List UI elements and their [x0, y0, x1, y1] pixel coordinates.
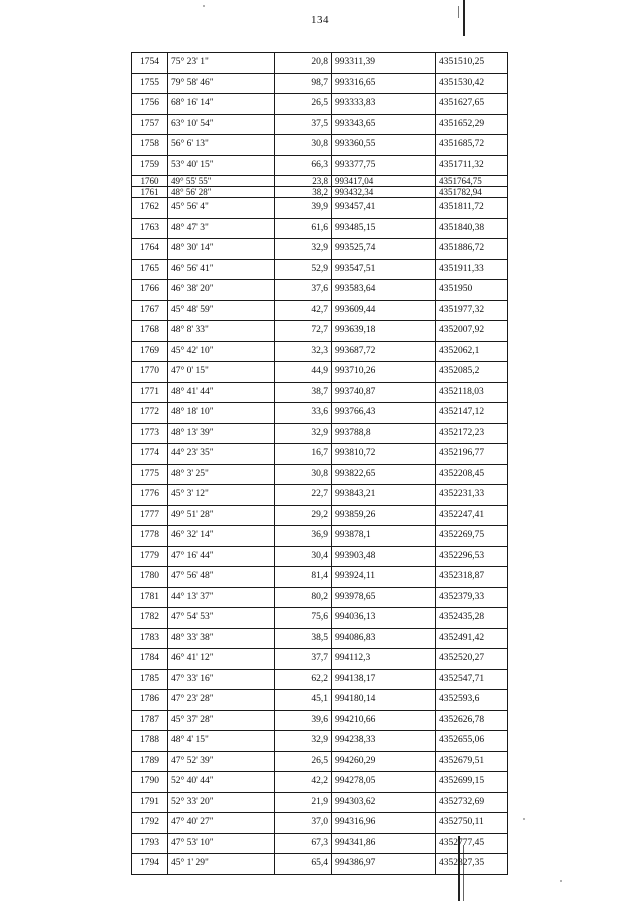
y-coordinate-cell: 4352593,6 [436, 690, 508, 711]
y-coordinate-cell: 4352118,03 [436, 382, 508, 403]
table-row [132, 628, 508, 649]
x-coordinate-cell: 993377,75 [332, 155, 436, 176]
y-coordinate-cell: 4352435,28 [436, 608, 508, 629]
distance-cell: 26,5 [275, 751, 332, 772]
x-coordinate-cell: 993609,44 [332, 300, 436, 321]
distance-cell: 39,6 [275, 710, 332, 731]
point-number-cell: 1782 [132, 608, 168, 629]
y-coordinate-cell: 4351811,72 [436, 198, 508, 219]
distance-cell: 52,9 [275, 259, 332, 280]
x-coordinate-cell: 993788,8 [332, 423, 436, 444]
direction-angle-cell: 63° 10' 54" [168, 114, 275, 135]
y-coordinate-cell: 4351530,42 [436, 73, 508, 94]
direction-angle-cell: 52° 33' 20" [168, 792, 275, 813]
x-coordinate-cell: 993547,51 [332, 259, 436, 280]
x-coordinate-cell: 993360,55 [332, 135, 436, 156]
x-coordinate-cell: 994180,14 [332, 690, 436, 711]
distance-cell: 37,6 [275, 280, 332, 301]
x-coordinate-cell: 993343,65 [332, 114, 436, 135]
point-number-cell: 1773 [132, 423, 168, 444]
y-coordinate-cell: 4352750,11 [436, 813, 508, 834]
distance-cell: 26,5 [275, 94, 332, 115]
x-coordinate-cell: 994278,05 [332, 772, 436, 793]
point-number-cell: 1772 [132, 403, 168, 424]
distance-cell: 36,9 [275, 526, 332, 547]
y-coordinate-cell: 4351685,72 [436, 135, 508, 156]
table-row [132, 669, 508, 690]
x-coordinate-cell: 993687,72 [332, 341, 436, 362]
x-coordinate-cell: 993843,21 [332, 485, 436, 506]
coordinates-table [131, 52, 508, 875]
x-coordinate-cell: 993457,41 [332, 198, 436, 219]
x-coordinate-cell: 993417,04 [332, 176, 436, 187]
x-coordinate-cell: 993924,11 [332, 567, 436, 588]
table-row [132, 444, 508, 465]
x-coordinate-cell: 993333,83 [332, 94, 436, 115]
x-coordinate-cell: 993766,43 [332, 403, 436, 424]
table-row [132, 772, 508, 793]
distance-cell: 81,4 [275, 567, 332, 588]
point-number-cell: 1757 [132, 114, 168, 135]
y-coordinate-cell: 4352208,45 [436, 464, 508, 485]
table-row [132, 362, 508, 383]
y-coordinate-cell: 4352085,2 [436, 362, 508, 383]
distance-cell: 67,3 [275, 833, 332, 854]
point-number-cell: 1784 [132, 649, 168, 670]
point-number-cell: 1776 [132, 485, 168, 506]
direction-angle-cell: 45° 3' 12" [168, 485, 275, 506]
direction-angle-cell: 75° 23' 1" [168, 53, 275, 74]
table-row [132, 218, 508, 239]
table-row [132, 382, 508, 403]
direction-angle-cell: 48° 18' 10" [168, 403, 275, 424]
direction-angle-cell: 45° 37' 28" [168, 710, 275, 731]
point-number-cell: 1783 [132, 628, 168, 649]
table-row [132, 53, 508, 74]
direction-angle-cell: 47° 56' 48" [168, 567, 275, 588]
distance-cell: 30,4 [275, 546, 332, 567]
direction-angle-cell: 45° 42' 10" [168, 341, 275, 362]
y-coordinate-cell: 4351886,72 [436, 239, 508, 260]
point-number-cell: 1778 [132, 526, 168, 547]
x-coordinate-cell: 993878,1 [332, 526, 436, 547]
direction-angle-cell: 47° 16' 44" [168, 546, 275, 567]
distance-cell: 38,2 [275, 187, 332, 198]
y-coordinate-cell: 4351782,94 [436, 187, 508, 198]
y-coordinate-cell: 4352379,33 [436, 587, 508, 608]
table-row [132, 187, 508, 198]
scan-speck [203, 5, 205, 7]
point-number-cell: 1764 [132, 239, 168, 260]
table-row [132, 587, 508, 608]
scan-speck [523, 818, 525, 820]
direction-angle-cell: 48° 56' 28" [168, 187, 275, 198]
table-row [132, 546, 508, 567]
y-coordinate-cell: 4352547,71 [436, 669, 508, 690]
distance-cell: 38,7 [275, 382, 332, 403]
x-coordinate-cell: 994112,3 [332, 649, 436, 670]
point-number-cell: 1771 [132, 382, 168, 403]
point-number-cell: 1785 [132, 669, 168, 690]
table-row [132, 280, 508, 301]
point-number-cell: 1763 [132, 218, 168, 239]
table-row [132, 341, 508, 362]
point-number-cell: 1789 [132, 751, 168, 772]
direction-angle-cell: 47° 52' 39" [168, 751, 275, 772]
direction-angle-cell: 48° 8' 33" [168, 321, 275, 342]
scan-artifact-line [463, 0, 465, 36]
point-number-cell: 1775 [132, 464, 168, 485]
point-number-cell: 1793 [132, 833, 168, 854]
distance-cell: 98,7 [275, 73, 332, 94]
x-coordinate-cell: 994086,83 [332, 628, 436, 649]
direction-angle-cell: 48° 13' 39" [168, 423, 275, 444]
x-coordinate-cell: 994210,66 [332, 710, 436, 731]
y-coordinate-cell: 4352062,1 [436, 341, 508, 362]
y-coordinate-cell: 4352296,53 [436, 546, 508, 567]
table-row [132, 649, 508, 670]
distance-cell: 33,6 [275, 403, 332, 424]
y-coordinate-cell: 4351911,33 [436, 259, 508, 280]
y-coordinate-cell: 4351840,38 [436, 218, 508, 239]
point-number-cell: 1780 [132, 567, 168, 588]
point-number-cell: 1774 [132, 444, 168, 465]
y-coordinate-cell: 4351711,32 [436, 155, 508, 176]
y-coordinate-cell: 4352520,27 [436, 649, 508, 670]
table-row [132, 423, 508, 444]
direction-angle-cell: 45° 1' 29" [168, 854, 275, 875]
direction-angle-cell: 46° 32' 14" [168, 526, 275, 547]
y-coordinate-cell: 4352269,75 [436, 526, 508, 547]
table-row [132, 321, 508, 342]
table-row [132, 833, 508, 854]
x-coordinate-cell: 993583,64 [332, 280, 436, 301]
point-number-cell: 1788 [132, 731, 168, 752]
direction-angle-cell: 48° 33' 38" [168, 628, 275, 649]
direction-angle-cell: 56° 6' 13" [168, 135, 275, 156]
distance-cell: 21,9 [275, 792, 332, 813]
point-number-cell: 1779 [132, 546, 168, 567]
point-number-cell: 1786 [132, 690, 168, 711]
y-coordinate-cell: 4352007,92 [436, 321, 508, 342]
distance-cell: 30,8 [275, 135, 332, 156]
y-coordinate-cell: 4352196,77 [436, 444, 508, 465]
distance-cell: 30,8 [275, 464, 332, 485]
x-coordinate-cell: 994138,17 [332, 669, 436, 690]
direction-angle-cell: 48° 4' 15" [168, 731, 275, 752]
table-row [132, 485, 508, 506]
table-row [132, 73, 508, 94]
x-coordinate-cell: 994316,96 [332, 813, 436, 834]
table-row [132, 567, 508, 588]
table-row [132, 176, 508, 187]
direction-angle-cell: 46° 41' 12" [168, 649, 275, 670]
x-coordinate-cell: 993740,87 [332, 382, 436, 403]
y-coordinate-cell: 4352732,69 [436, 792, 508, 813]
x-coordinate-cell: 993432,34 [332, 187, 436, 198]
table-row [132, 259, 508, 280]
table-row [132, 854, 508, 875]
y-coordinate-cell: 4352777,45 [436, 833, 508, 854]
direction-angle-cell: 47° 23' 28" [168, 690, 275, 711]
point-number-cell: 1777 [132, 505, 168, 526]
distance-cell: 32,3 [275, 341, 332, 362]
direction-angle-cell: 52° 40' 44" [168, 772, 275, 793]
table-row [132, 300, 508, 321]
distance-cell: 37,7 [275, 649, 332, 670]
x-coordinate-cell: 993525,74 [332, 239, 436, 260]
y-coordinate-cell: 4351652,29 [436, 114, 508, 135]
y-coordinate-cell: 4352147,12 [436, 403, 508, 424]
direction-angle-cell: 79° 58' 46" [168, 73, 275, 94]
x-coordinate-cell: 994303,62 [332, 792, 436, 813]
direction-angle-cell: 53° 40' 15" [168, 155, 275, 176]
direction-angle-cell: 47° 33' 16" [168, 669, 275, 690]
x-coordinate-cell: 994238,33 [332, 731, 436, 752]
distance-cell: 42,7 [275, 300, 332, 321]
direction-angle-cell: 44° 23' 35" [168, 444, 275, 465]
table-row [132, 526, 508, 547]
table-row [132, 114, 508, 135]
direction-angle-cell: 48° 47' 3" [168, 218, 275, 239]
point-number-cell: 1754 [132, 53, 168, 74]
distance-cell: 72,7 [275, 321, 332, 342]
table-row [132, 710, 508, 731]
y-coordinate-cell: 4351764,75 [436, 176, 508, 187]
distance-cell: 61,6 [275, 218, 332, 239]
y-coordinate-cell: 4352679,51 [436, 751, 508, 772]
x-coordinate-cell: 994036,13 [332, 608, 436, 629]
y-coordinate-cell: 4352655,06 [436, 731, 508, 752]
x-coordinate-cell: 993903,48 [332, 546, 436, 567]
x-coordinate-cell: 993639,18 [332, 321, 436, 342]
table-row [132, 239, 508, 260]
x-coordinate-cell: 993822,65 [332, 464, 436, 485]
table-row [132, 731, 508, 752]
distance-cell: 20,8 [275, 53, 332, 74]
y-coordinate-cell: 4352699,15 [436, 772, 508, 793]
point-number-cell: 1769 [132, 341, 168, 362]
x-coordinate-cell: 993859,26 [332, 505, 436, 526]
table-row [132, 505, 508, 526]
distance-cell: 38,5 [275, 628, 332, 649]
table-row [132, 135, 508, 156]
scan-artifact-line [458, 6, 459, 18]
direction-angle-cell: 68° 16' 14" [168, 94, 275, 115]
point-number-cell: 1765 [132, 259, 168, 280]
y-coordinate-cell: 4352172,23 [436, 423, 508, 444]
distance-cell: 75,6 [275, 608, 332, 629]
y-coordinate-cell: 4352626,78 [436, 710, 508, 731]
y-coordinate-cell: 4351627,65 [436, 94, 508, 115]
x-coordinate-cell: 993978,65 [332, 587, 436, 608]
x-coordinate-cell: 993710,26 [332, 362, 436, 383]
table-row [132, 94, 508, 115]
direction-angle-cell: 49° 51' 28" [168, 505, 275, 526]
table-row [132, 608, 508, 629]
direction-angle-cell: 47° 54' 53" [168, 608, 275, 629]
direction-angle-cell: 46° 56' 41" [168, 259, 275, 280]
direction-angle-cell: 47° 40' 27" [168, 813, 275, 834]
point-number-cell: 1787 [132, 710, 168, 731]
x-coordinate-cell: 994260,29 [332, 751, 436, 772]
distance-cell: 44,9 [275, 362, 332, 383]
distance-cell: 22,7 [275, 485, 332, 506]
distance-cell: 32,9 [275, 423, 332, 444]
distance-cell: 39,9 [275, 198, 332, 219]
distance-cell: 32,9 [275, 731, 332, 752]
point-number-cell: 1767 [132, 300, 168, 321]
direction-angle-cell: 48° 30' 14" [168, 239, 275, 260]
x-coordinate-cell: 994341,86 [332, 833, 436, 854]
y-coordinate-cell: 4352318,87 [436, 567, 508, 588]
y-coordinate-cell: 4351510,25 [436, 53, 508, 74]
point-number-cell: 1760 [132, 176, 168, 187]
y-coordinate-cell: 4351950 [436, 280, 508, 301]
table-row [132, 751, 508, 772]
table-row [132, 792, 508, 813]
point-number-cell: 1756 [132, 94, 168, 115]
table-row [132, 464, 508, 485]
distance-cell: 23,8 [275, 176, 332, 187]
table-row [132, 813, 508, 834]
x-coordinate-cell: 993311,39 [332, 53, 436, 74]
y-coordinate-cell: 4352247,41 [436, 505, 508, 526]
y-coordinate-cell: 4352231,33 [436, 485, 508, 506]
direction-angle-cell: 49° 55' 55" [168, 176, 275, 187]
point-number-cell: 1794 [132, 854, 168, 875]
y-coordinate-cell: 4351977,32 [436, 300, 508, 321]
direction-angle-cell: 45° 56' 4" [168, 198, 275, 219]
table-row [132, 690, 508, 711]
distance-cell: 45,1 [275, 690, 332, 711]
x-coordinate-cell: 994386,97 [332, 854, 436, 875]
y-coordinate-cell: 4352491,42 [436, 628, 508, 649]
point-number-cell: 1766 [132, 280, 168, 301]
x-coordinate-cell: 993810,72 [332, 444, 436, 465]
point-number-cell: 1762 [132, 198, 168, 219]
point-number-cell: 1759 [132, 155, 168, 176]
distance-cell: 32,9 [275, 239, 332, 260]
point-number-cell: 1768 [132, 321, 168, 342]
distance-cell: 66,3 [275, 155, 332, 176]
point-number-cell: 1770 [132, 362, 168, 383]
table-row [132, 198, 508, 219]
coordinates-table-body [132, 53, 508, 875]
distance-cell: 80,2 [275, 587, 332, 608]
direction-angle-cell: 44° 13' 37" [168, 587, 275, 608]
direction-angle-cell: 48° 41' 44" [168, 382, 275, 403]
x-coordinate-cell: 993316,65 [332, 73, 436, 94]
point-number-cell: 1761 [132, 187, 168, 198]
table-row [132, 155, 508, 176]
point-number-cell: 1755 [132, 73, 168, 94]
point-number-cell: 1790 [132, 772, 168, 793]
distance-cell: 37,0 [275, 813, 332, 834]
y-coordinate-cell: 4352827,35 [436, 854, 508, 875]
direction-angle-cell: 48° 3' 25" [168, 464, 275, 485]
distance-cell: 42,2 [275, 772, 332, 793]
direction-angle-cell: 47° 53' 10" [168, 833, 275, 854]
x-coordinate-cell: 993485,15 [332, 218, 436, 239]
direction-angle-cell: 45° 48' 59" [168, 300, 275, 321]
table-row [132, 403, 508, 424]
scan-speck [560, 880, 562, 882]
distance-cell: 29,2 [275, 505, 332, 526]
distance-cell: 16,7 [275, 444, 332, 465]
point-number-cell: 1792 [132, 813, 168, 834]
point-number-cell: 1758 [132, 135, 168, 156]
distance-cell: 65,4 [275, 854, 332, 875]
distance-cell: 62,2 [275, 669, 332, 690]
page-number: 134 [311, 14, 329, 26]
point-number-cell: 1791 [132, 792, 168, 813]
distance-cell: 37,5 [275, 114, 332, 135]
point-number-cell: 1781 [132, 587, 168, 608]
direction-angle-cell: 46° 38' 20" [168, 280, 275, 301]
direction-angle-cell: 47° 0' 15" [168, 362, 275, 383]
